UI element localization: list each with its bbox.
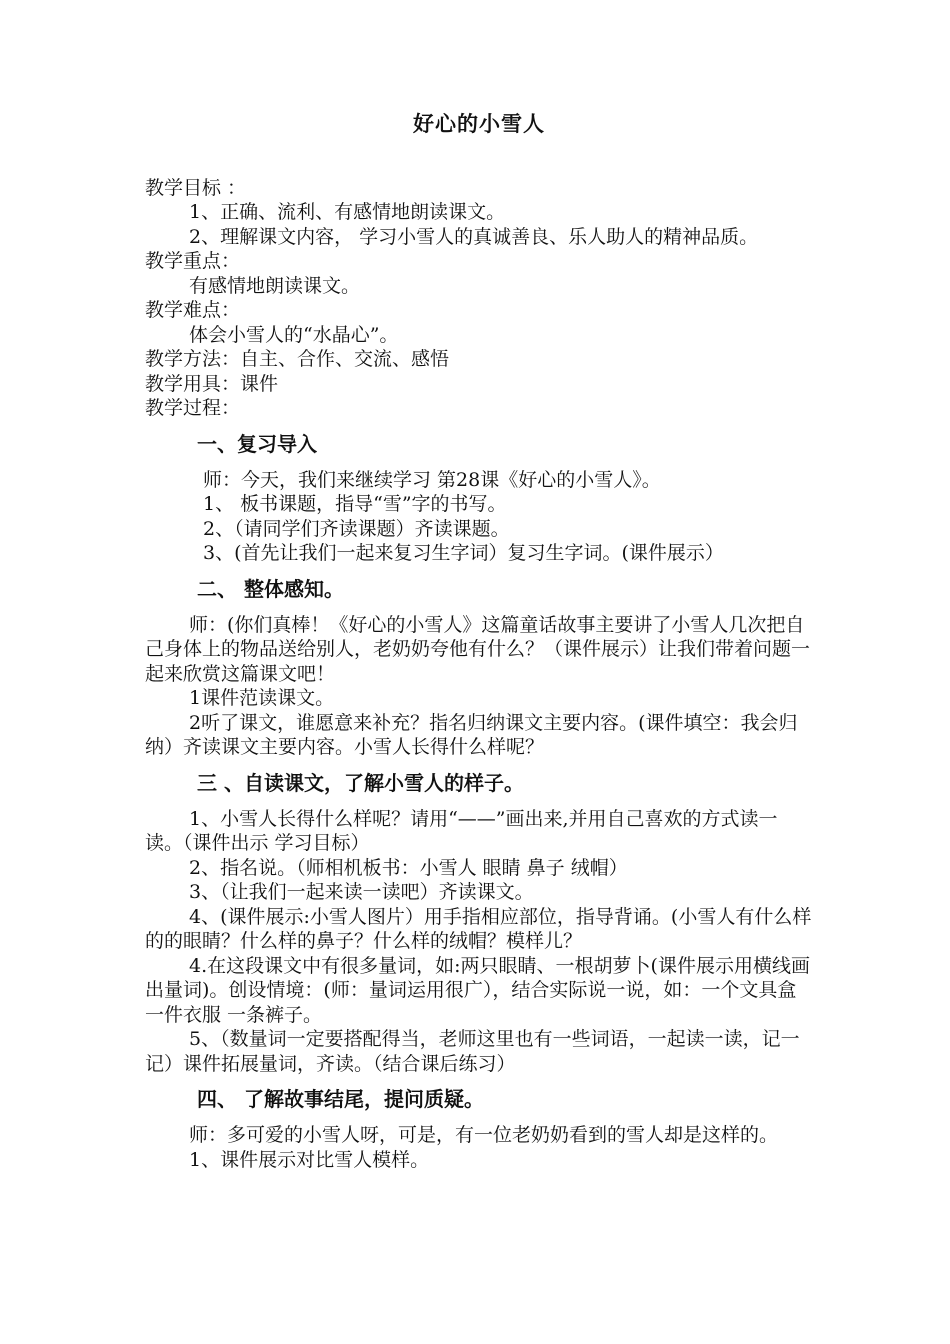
- section-4-line: 师：多可爱的小雪人呀，可是，有一位老奶奶看到的雪人却是这样的。: [189, 1124, 779, 1146]
- section-3-line: 3、（让我们一起来读一读吧）齐读课文。: [189, 881, 534, 903]
- section-2-line: 1课件范读课文。: [189, 687, 335, 709]
- goal-item-2: 2、理解课文内容， 学习小雪人的真诚善良、乐人助人的精神品质。: [189, 225, 759, 248]
- section-3-line: 4、(课件展示:小雪人图片）用手指相应部位，指导背诵。(小雪人有什么样的的眼睛？什么样的鼻子？什么样的绒帽？模样儿？: [145, 905, 812, 952]
- section-2-line: 师：(你们真棒！《好心的小雪人》这篇童话故事主要讲了小雪人几次把自己身体上的物品送给别人，老奶奶夸他有什么？（课件展示）让我们带着问题一起来欣赏这篇课文吧！: [145, 613, 811, 685]
- section-1-line: 3、(首先让我们一起来复习生字词）复习生字词。(课件展示）: [203, 542, 724, 564]
- key-point-text: 有感情地朗读课文。: [189, 274, 361, 297]
- section-3-line: 4.在这段课文中有很多量词，如:两只眼睛、一根胡萝卜(课件展示用横线画出量词)。创设情境：(师：量词运用很广），结合实际说一说，如：一个文具盒 一件衣服 一条裤子。: [145, 954, 810, 1026]
- document-page: [145, 112, 813, 1172]
- section-3-line: 2、指名说。（师相机板书：小雪人 眼睛 鼻子 绒帽）: [189, 856, 628, 879]
- section-3-line: 5、（数量词一定要搭配得当，老师这里也有一些词语，一起读一读，记一记）课件拓展量词，齐读。（结合课后练习）: [145, 1028, 800, 1075]
- section-4-line: 1、课件展示对比雪人模样。: [189, 1148, 430, 1171]
- section-heading-4: 四、 了解故事结尾，提问质疑。: [197, 1087, 484, 1111]
- section-1-line: 师：今天，我们来继续学习 第28课《好心的小雪人》。: [203, 468, 661, 491]
- teaching-method: 教学方法：自主、合作、交流、感悟: [145, 348, 450, 370]
- difficulty-label: 教学难点：: [145, 299, 241, 321]
- process-label: 教学过程：: [145, 397, 241, 419]
- section-heading-2: 二、 整体感知。: [197, 576, 344, 601]
- section-heading-1: 一、复习导入: [197, 431, 317, 456]
- teaching-tools: 教学用具：课件: [145, 372, 279, 395]
- section-1-line: 2、（请同学们齐读课题）齐读课题。: [203, 517, 510, 540]
- goal-item-1: 1、正确、流利、有感情地朗读课文。: [189, 201, 506, 223]
- key-point-label: 教学重点：: [145, 250, 241, 272]
- document-title: 好心的小雪人: [413, 111, 545, 136]
- section-3-line: 1、小雪人长得什么样呢？请用“——”画出来,并用自己喜欢的方式读一读。（课件出示 学习目标）: [145, 807, 778, 854]
- section-2-line: 2听了课文，谁愿意来补充？指名归纳课文主要内容。(课件填空：我会归纳）齐读课文主要内容。小雪人长得什么样呢？: [145, 711, 798, 758]
- difficulty-text: 体会小雪人的“水晶心”。: [189, 323, 399, 346]
- section-1-line: 1、 板书课题，指导“雪”字的书写。: [203, 493, 507, 515]
- goals-label: 教学目标 ：: [145, 176, 247, 199]
- section-heading-3: 三 、自读课文，了解小雪人的样子。: [197, 770, 524, 795]
